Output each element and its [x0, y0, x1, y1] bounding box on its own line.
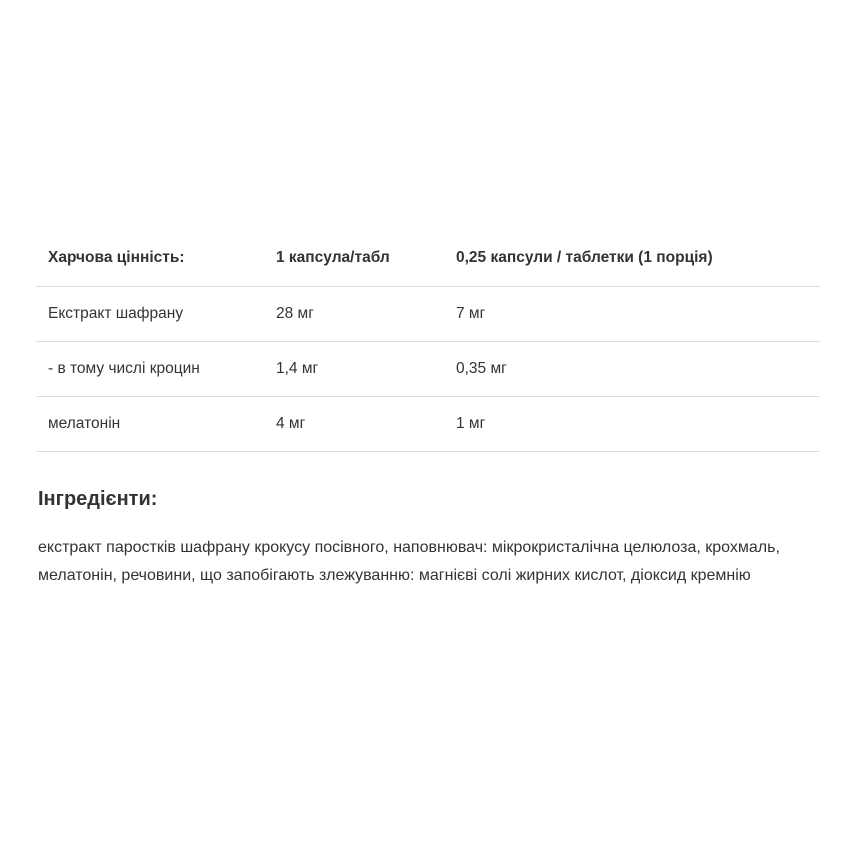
- per-serving-value: 7 мг: [444, 287, 820, 342]
- table-row: [36, 397, 820, 452]
- ingredients-heading: Інгредієнти:: [38, 488, 158, 510]
- per-capsule-value: 4 мг: [264, 397, 444, 452]
- nutrient-name: мелатонін: [36, 397, 264, 452]
- table-header-row: [36, 230, 820, 287]
- column-header-per-serving: 0,25 капсули / таблетки (1 порція): [444, 230, 820, 287]
- per-serving-value: 0,35 мг: [444, 342, 820, 397]
- nutrition-table: [36, 230, 820, 452]
- nutrient-name: - в тому числі кроцин: [36, 342, 264, 397]
- per-serving-value: 1 мг: [444, 397, 820, 452]
- nutrient-name: Екстракт шафрану: [36, 287, 264, 342]
- ingredients-text: екстракт паростків шафрану крокусу посівного, наповнювач: мікрокристалічна целюлоза, крохмаль, мелатонін, речовини, що запобігають злежуванню: магнієві солі жирних кислот, діоксид кремнію: [38, 539, 780, 584]
- table-row: [36, 287, 820, 342]
- per-capsule-value: 28 мг: [264, 287, 444, 342]
- column-header-nutrient: Харчова цінність:: [36, 230, 264, 287]
- per-capsule-value: 1,4 мг: [264, 342, 444, 397]
- table-row: [36, 342, 820, 397]
- column-header-per-capsule: 1 капсула/табл: [264, 230, 444, 287]
